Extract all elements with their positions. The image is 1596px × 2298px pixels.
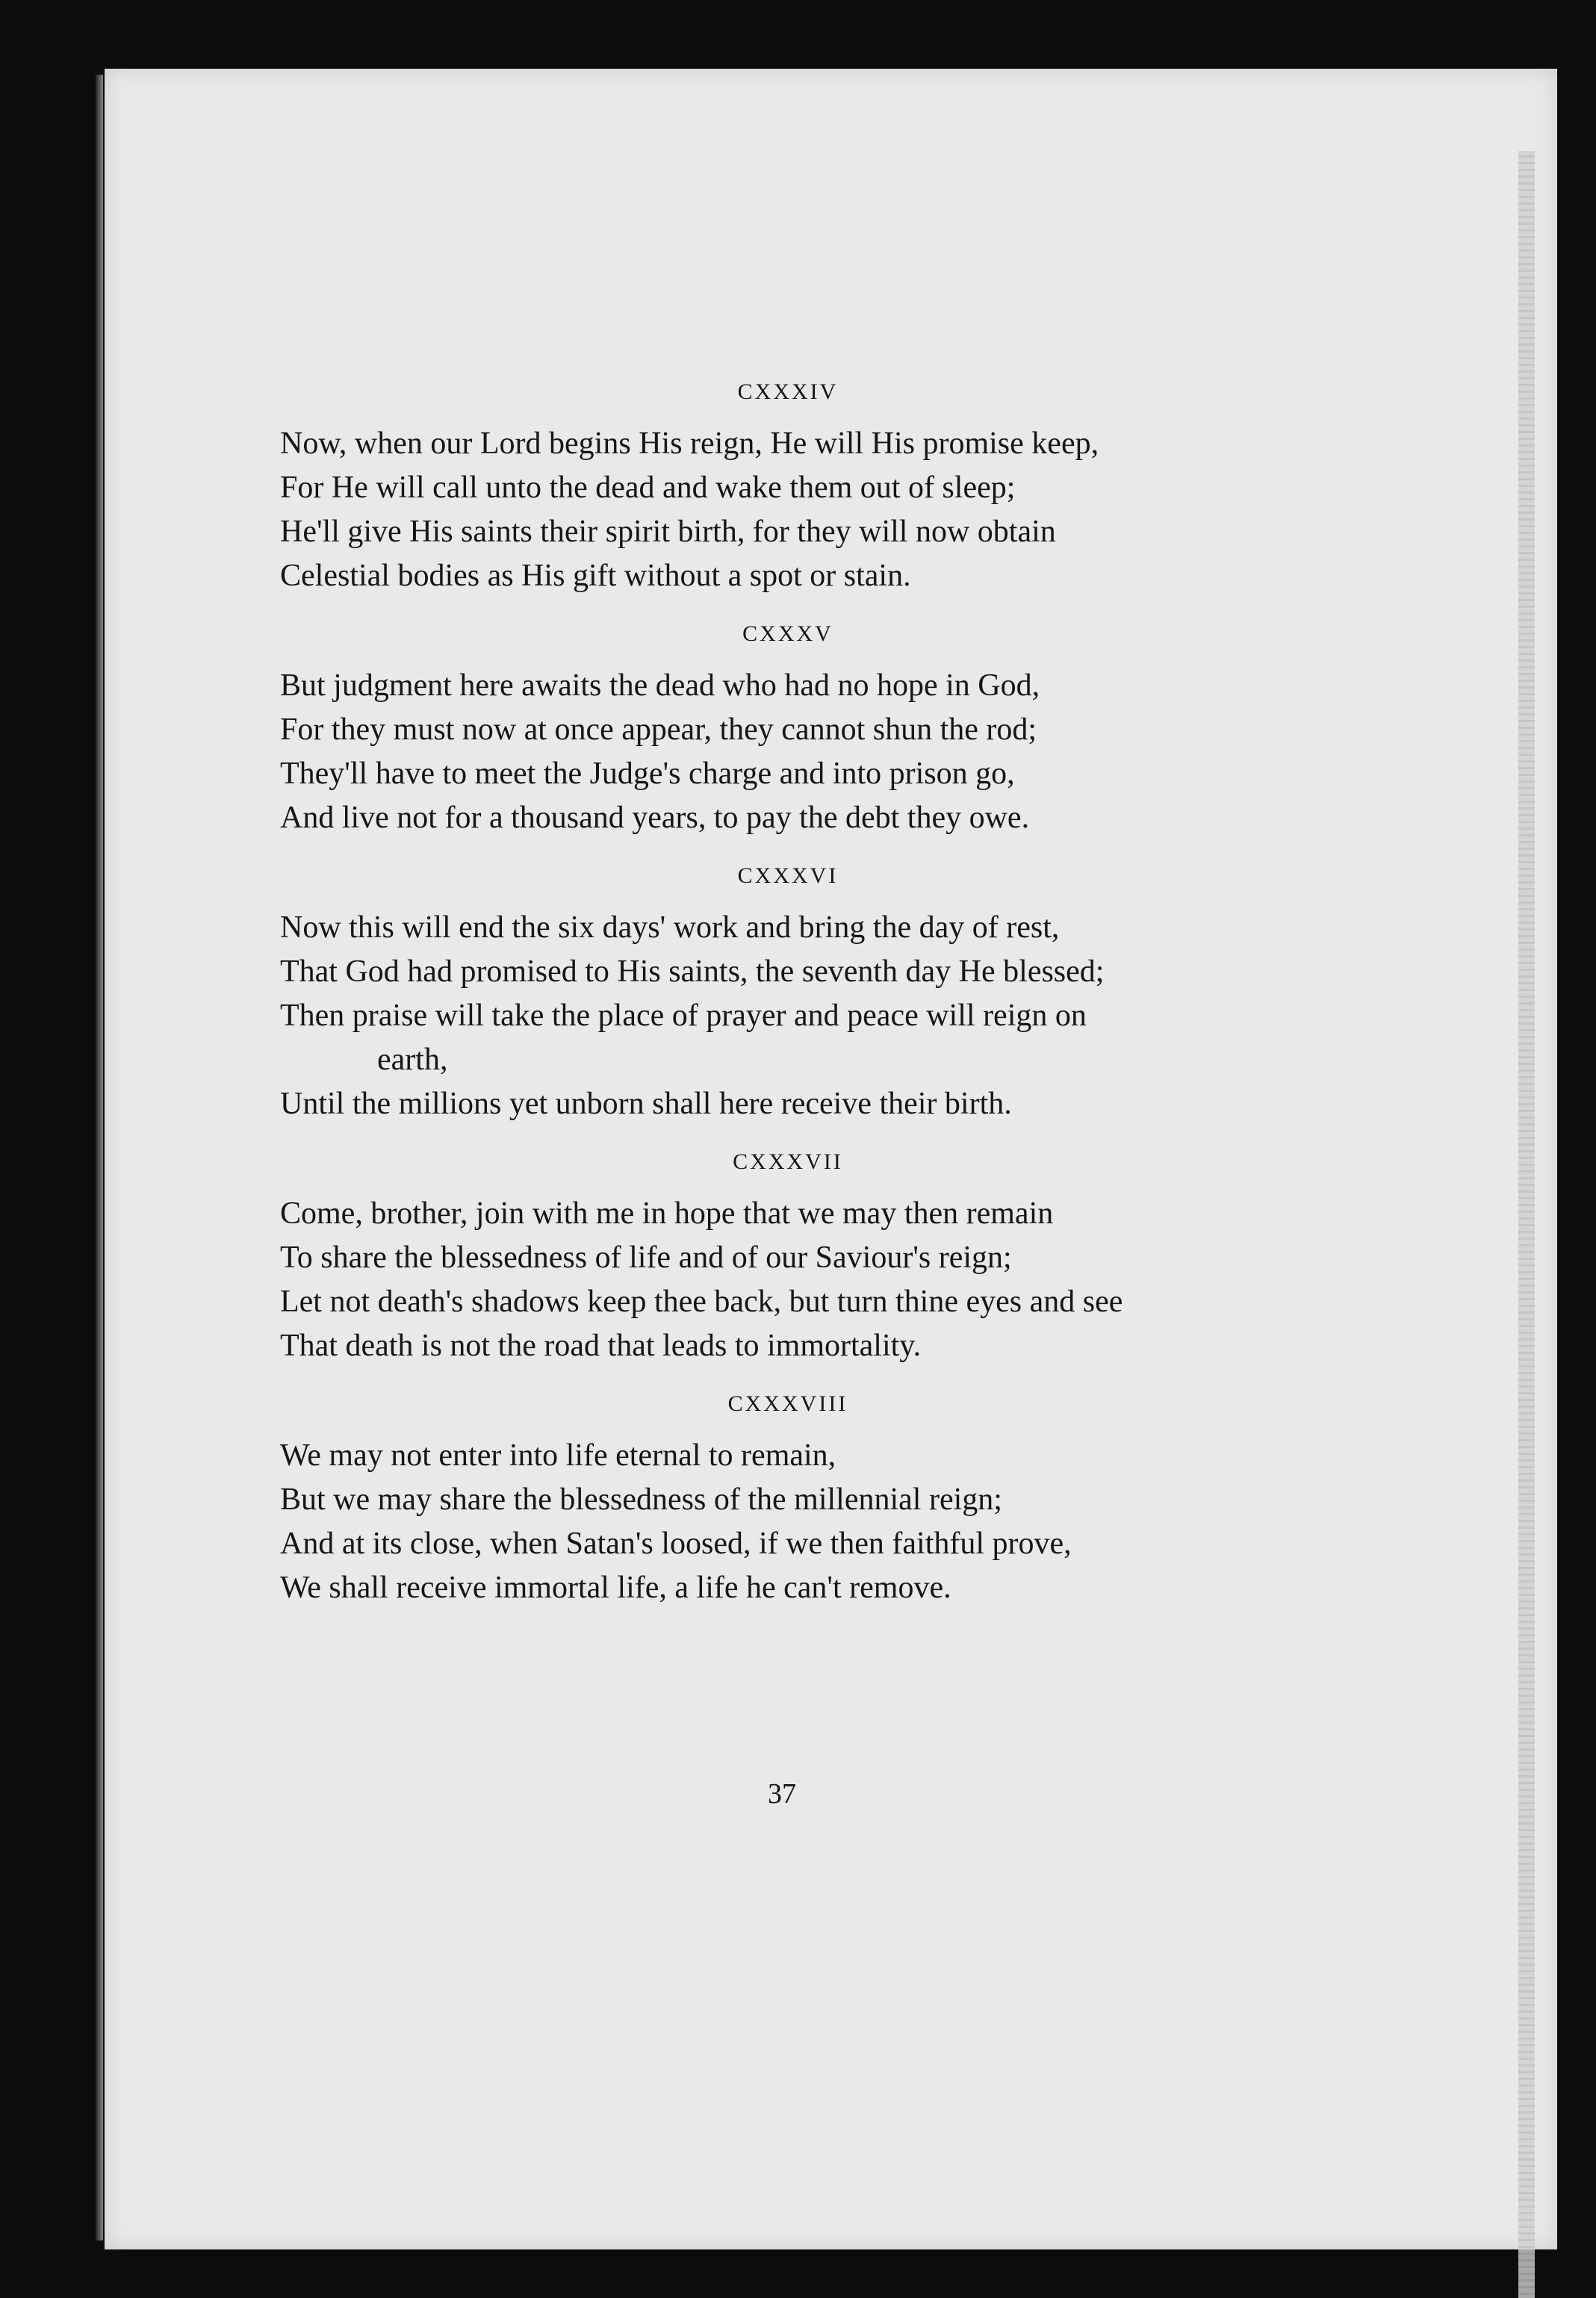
verse-line: Come, brother, join with me in hope that we may then remain (280, 1196, 1054, 1231)
verse-line: For they must now at once appear, they cannot shun the rod; (280, 712, 1037, 747)
stanza-cxxxvi (280, 861, 1303, 1126)
stanza-number: CXXXVIII (727, 1391, 848, 1416)
stanza-number: CXXXVII (733, 1149, 843, 1174)
stanza-number: CXXXVI (737, 863, 839, 888)
verse-line: And at its close, when Satan's loosed, if we then faithful prove, (280, 1527, 1072, 1561)
stanza-cxxxv (280, 619, 1303, 840)
stanza-number: CXXXV (742, 621, 833, 646)
verse-line: Celestial bodies as His gift without a spot or stain. (280, 559, 911, 593)
verse-line: Now this will end the six days' work and bring the day of rest, (280, 910, 1060, 945)
verse-line: We shall receive immortal life, a life he can't remove. (280, 1571, 951, 1605)
verse-line: But judgment here awaits the dead who had no hope in God, (280, 668, 1040, 703)
stanza-cxxxiv (280, 377, 1303, 598)
verse-line: They'll have to meet the Judge's charge and into prison go, (280, 757, 1015, 791)
stanza-cxxxvii (280, 1147, 1303, 1368)
verse-line: Let not death's shadows keep thee back, but turn thine eyes and see (280, 1285, 1123, 1319)
verse-line: To share the blessedness of life and of our Saviour's reign; (280, 1240, 1012, 1275)
page-number: 37 (768, 1778, 796, 1810)
verse-line: That death is not the road that leads to immortality. (280, 1329, 922, 1363)
verse-line: He'll give His saints their spirit birth, for they will now obtain (280, 515, 1056, 549)
verse-line: Now, when our Lord begins His reign, He will His promise keep, (280, 426, 1099, 461)
stanza-cxxxviii (280, 1389, 1303, 1610)
verse-line: Until the millions yet unborn shall here receive their birth. (280, 1087, 1012, 1121)
page-edge (1518, 151, 1535, 2298)
verse-line-continuation: earth, (377, 1043, 448, 1077)
poem-text (280, 377, 1303, 1631)
verse-line: That God had promised to His saints, the seventh day He blessed; (280, 954, 1105, 989)
verse-line: We may not enter into life eternal to remain, (280, 1438, 836, 1473)
verse-line: For He will call unto the dead and wake them out of sleep; (280, 471, 1016, 505)
book-spine-shadow (96, 75, 103, 2240)
verse-line: Then praise will take the place of prayer and peace will reign on (280, 999, 1087, 1033)
verse-line: But we may share the blessedness of the millennial reign; (280, 1482, 1002, 1517)
verse-line: And live not for a thousand years, to pay the debt they owe. (280, 801, 1030, 835)
stanza-number: CXXXIV (737, 379, 839, 404)
